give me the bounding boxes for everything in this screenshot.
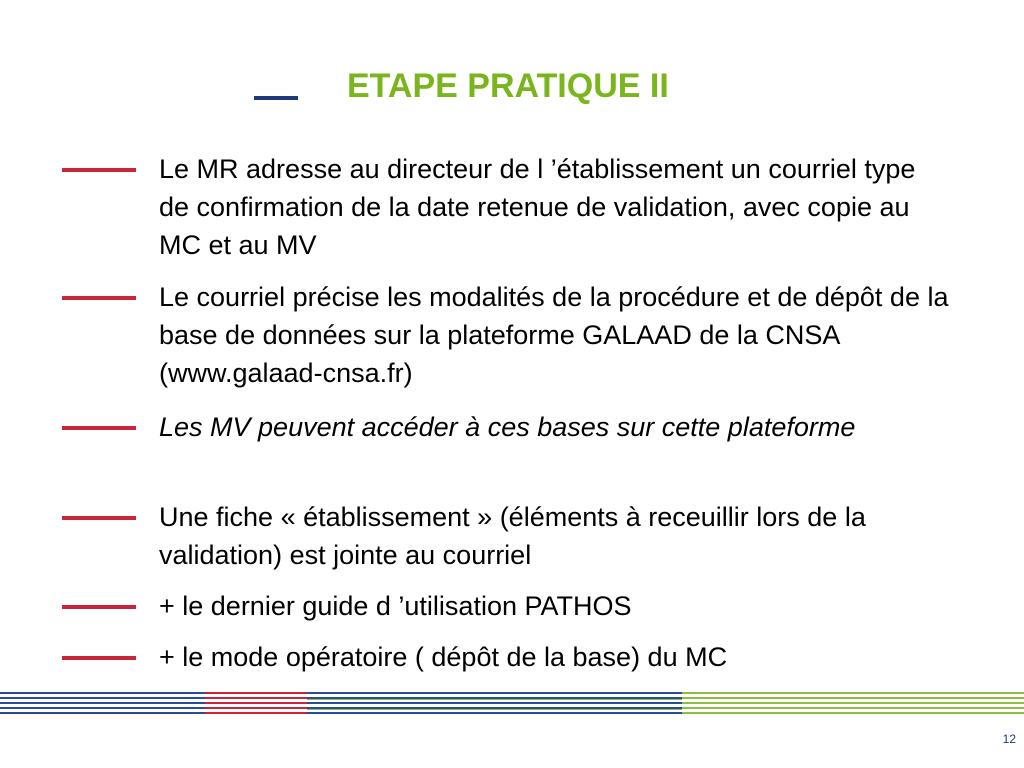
bullet-dash-icon (62, 605, 136, 609)
stripe-blue (0, 712, 205, 714)
stripe-blue (307, 712, 682, 714)
bullet-text: Une fiche « établissement » (éléments à receuillir lors de la validation) est jointe au courriel (159, 502, 866, 570)
bullet-text: Le MR adresse au directeur de l ’établissement un courriel type de confirmation de la date retenue de validation, avec copie au MC et au MV (159, 154, 916, 260)
bullet-dash-icon (62, 168, 136, 172)
bullet-text: Le courriel précise les modalités de la procédure et de dépôt de la base de données sur la plateforme GALAAD de la CNSA (www.galaad-cnsa.fr) (159, 282, 949, 388)
stripe-blue (0, 692, 205, 694)
bullet-dash-icon (62, 426, 136, 430)
stripe-green (307, 709, 682, 710)
bullet-text: + le mode opératoire ( dépôt de la base) du MC (159, 642, 728, 672)
stripe-blue (0, 702, 205, 704)
stripe-green (682, 692, 1024, 694)
bullet-dash-icon (62, 656, 136, 660)
stripe-blue (0, 707, 205, 709)
bullet-dash-icon (62, 296, 136, 300)
stripe-blue (307, 692, 682, 694)
stripe-blue (307, 702, 682, 704)
page-number: 12 (1002, 732, 1016, 746)
title-dash-decoration (254, 96, 298, 100)
stripe-green (682, 707, 1024, 709)
stripe-red (205, 692, 307, 694)
stripe-blue (307, 707, 682, 709)
stripe-blue (307, 697, 682, 699)
slide-title: ETAPE PRATIQUE II (347, 67, 669, 105)
stripe-blue (0, 697, 205, 699)
footer-stripes-decoration (0, 690, 1024, 716)
bullet-dash-icon (62, 516, 136, 520)
stripe-green (682, 712, 1024, 714)
stripe-green (307, 699, 682, 700)
bullet-text: Les MV peuvent accéder à ces bases sur cette plateforme (159, 412, 856, 442)
stripe-green (682, 702, 1024, 704)
stripe-green (682, 697, 1024, 699)
stripe-red (205, 697, 307, 699)
stripe-red (205, 707, 307, 709)
bullet-text: + le dernier guide d ’utilisation PATHOS (159, 591, 632, 621)
stripe-red (205, 702, 307, 704)
stripe-red (205, 712, 307, 714)
